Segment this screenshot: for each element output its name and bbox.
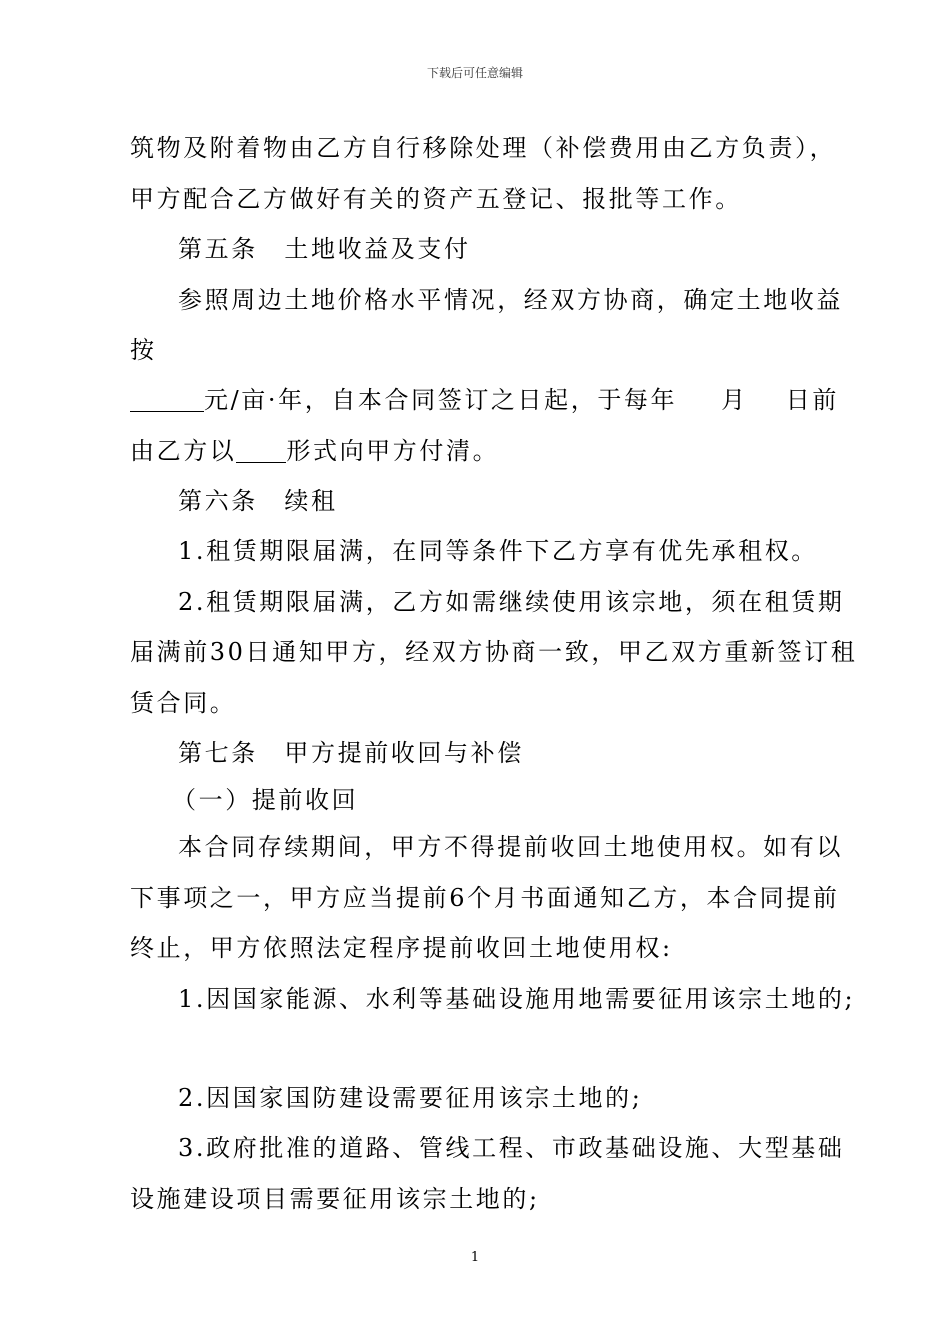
fill-in-blank (236, 440, 286, 463)
paragraph-line: 按 (130, 336, 157, 364)
paragraph-text: 月 (721, 386, 748, 414)
paragraph-line: 下事项之一，甲方应当提前6个月书面通知乙方，本合同提前 (130, 884, 840, 912)
paragraph-text: 日前 (785, 386, 839, 414)
section-heading: （一）提前收回 (172, 786, 359, 814)
paragraph-line: 筑物及附着物由乙方自行移除处理（补偿费用由乙方负责）， (130, 134, 837, 162)
paragraph-text: 由乙方以 (130, 437, 237, 465)
list-item: 1.因国家能源、水利等基础设施用地需要征用该宗土地的; (178, 985, 856, 1013)
paragraph-line-with-blanks (130, 436, 499, 466)
fill-in-blank (130, 389, 204, 412)
paragraph-line: 参照周边土地价格水平情况，经双方协商，确定土地收益 (178, 286, 843, 314)
article-heading: 第六条 续租 (178, 487, 338, 515)
paragraph-line: 本合同存续期间，甲方不得提前收回土地使用权。如有以 (178, 833, 843, 861)
list-item: 1.租赁期限届满，在同等条件下乙方享有优先承租权。 (178, 537, 818, 565)
paragraph-line: 届满前30日通知甲方，经双方协商一致，甲乙双方重新签订租 (130, 638, 858, 666)
page-number: 1 (470, 1250, 480, 1265)
list-item: 2.因国家国防建设需要征用该宗土地的; (178, 1084, 643, 1112)
page-header: 下载后可任意编辑 (426, 66, 523, 80)
paragraph-line: 设施建设项目需要征用该宗土地的; (130, 1185, 540, 1213)
paragraph-text: 形式向甲方付清。 (286, 437, 500, 465)
paragraph-line-with-blanks (130, 385, 839, 415)
list-item: 3.政府批准的道路、管线工程、市政基础设施、大型基础 (178, 1134, 845, 1162)
paragraph-line: 终止，甲方依照法定程序提前收回土地使用权: (130, 934, 673, 962)
article-heading: 第七条 甲方提前收回与补偿 (178, 739, 524, 767)
paragraph-line: 甲方配合乙方做好有关的资产五登记、报批等工作。 (130, 185, 742, 213)
list-item: 2.租赁期限届满，乙方如需继续使用该宗地，须在租赁期 (178, 588, 845, 616)
article-heading: 第五条 土地收益及支付 (178, 235, 471, 263)
paragraph-text: 元/亩·年，自本合同签订之日起，于每年 (204, 386, 678, 414)
paragraph-line: 赁合同。 (130, 689, 237, 717)
